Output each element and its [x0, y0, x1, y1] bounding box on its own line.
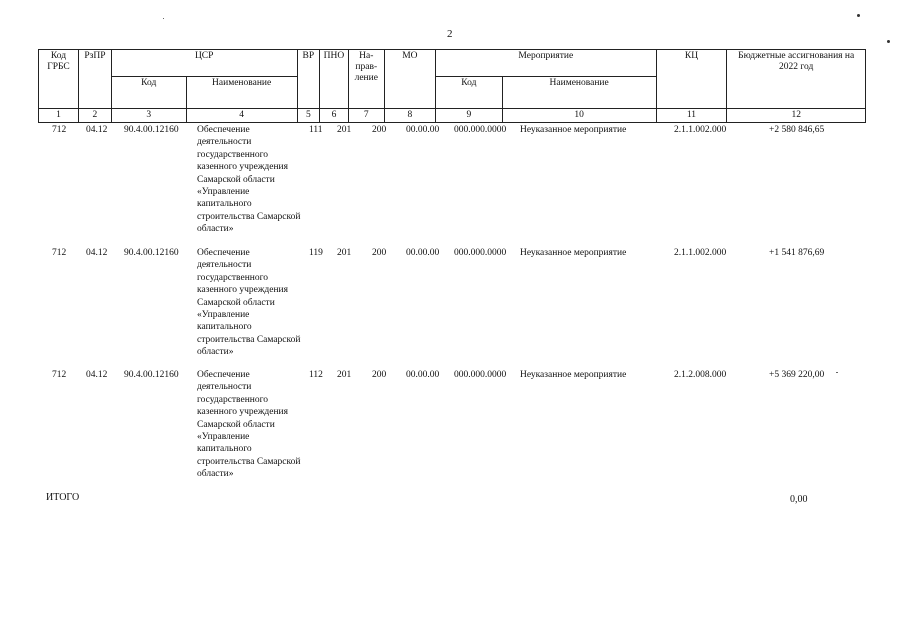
grbs-cell: 712 [52, 248, 67, 258]
amount-cell: +5 369 220,00 [769, 370, 825, 380]
scan-speck [887, 40, 890, 43]
meropr-name-cell: Неуказанное мероприятие [520, 248, 627, 258]
header-meropriyatie: Мероприятие [436, 50, 657, 77]
kc-cell: 2.1.1.002.000 [674, 125, 727, 135]
csr-name-cell: Обеспечение деятельности государственного казенного учреждения Самарской области «Управление капитального строительства Самарской области» [197, 248, 301, 358]
total-label: ИТОГО [46, 492, 80, 503]
header-mo: МО [384, 50, 435, 109]
csr-name-cell: Обеспечение деятельности государственного казенного учреждения Самарской области «Управление капитального строительства Самарской области» [197, 370, 301, 480]
meropr-kod-cell: 000.000.0000 [454, 248, 507, 258]
grbs-cell: 712 [52, 125, 67, 135]
meropr-kod-cell: 000.000.0000 [454, 370, 507, 380]
header-csr-kod: Код [111, 77, 186, 109]
rzpr-cell: 04.12 [86, 248, 108, 258]
csr-kod-cell: 90.4.00.12160 [124, 370, 179, 380]
col-number: 10 [502, 109, 656, 123]
header-rzpr: РзПР [79, 50, 112, 109]
mo-cell: 00.00.00 [406, 248, 440, 258]
napr-cell: 200 [372, 248, 387, 258]
header-budget: Бюджетные ассигнования на 2022 год [727, 50, 866, 109]
scan-speck [836, 372, 838, 373]
csr-name-cell: Обеспечение деятельности государственного казенного учреждения Самарской области «Управление капитального строительства Самарской области» [197, 125, 301, 235]
napr-cell: 200 [372, 125, 387, 135]
col-number: 12 [727, 109, 866, 123]
scan-speck [163, 18, 164, 19]
header-kc: КЦ [656, 50, 727, 109]
pno-cell: 201 [337, 248, 352, 258]
header-pno: ПНО [320, 50, 349, 109]
amount-cell: +2 580 846,65 [769, 125, 825, 135]
vr-cell: 119 [309, 248, 323, 258]
col-number: 4 [186, 109, 297, 123]
header-meropr-name: Наименование [502, 77, 656, 109]
header-table [38, 49, 866, 123]
page-number: 2 [447, 28, 453, 40]
col-number: 11 [656, 109, 727, 123]
col-number: 9 [436, 109, 503, 123]
amount-cell: +1 541 876,69 [769, 248, 825, 258]
mo-cell: 00.00.00 [406, 370, 440, 380]
rzpr-cell: 04.12 [86, 125, 108, 135]
header-csr-name: Наименование [186, 77, 297, 109]
col-number: 5 [297, 109, 320, 123]
col-number: 2 [79, 109, 112, 123]
scan-speck [857, 14, 860, 17]
total-value: 0,00 [790, 494, 808, 505]
pno-cell: 201 [337, 370, 352, 380]
mo-cell: 00.00.00 [406, 125, 440, 135]
header-vr: ВР [297, 50, 320, 109]
col-number: 3 [111, 109, 186, 123]
col-number: 1 [39, 109, 79, 123]
header-kod-grbs: Код ГРБС [39, 50, 79, 109]
csr-kod-cell: 90.4.00.12160 [124, 248, 179, 258]
pno-cell: 201 [337, 125, 352, 135]
rzpr-cell: 04.12 [86, 370, 108, 380]
col-number: 6 [320, 109, 349, 123]
vr-cell: 112 [309, 370, 323, 380]
grbs-cell: 712 [52, 370, 67, 380]
col-number: 8 [384, 109, 435, 123]
vr-cell: 111 [309, 125, 323, 135]
meropr-name-cell: Неуказанное мероприятие [520, 125, 627, 135]
header-csr: ЦСР [111, 50, 297, 77]
csr-kod-cell: 90.4.00.12160 [124, 125, 179, 135]
meropr-name-cell: Неуказанное мероприятие [520, 370, 627, 380]
kc-cell: 2.1.2.008.000 [674, 370, 727, 380]
header-napravlenie: На-прав-ление [348, 50, 384, 109]
col-number: 7 [348, 109, 384, 123]
kc-cell: 2.1.1.002.000 [674, 248, 727, 258]
meropr-kod-cell: 000.000.0000 [454, 125, 507, 135]
napr-cell: 200 [372, 370, 387, 380]
header-meropr-kod: Код [436, 77, 503, 109]
